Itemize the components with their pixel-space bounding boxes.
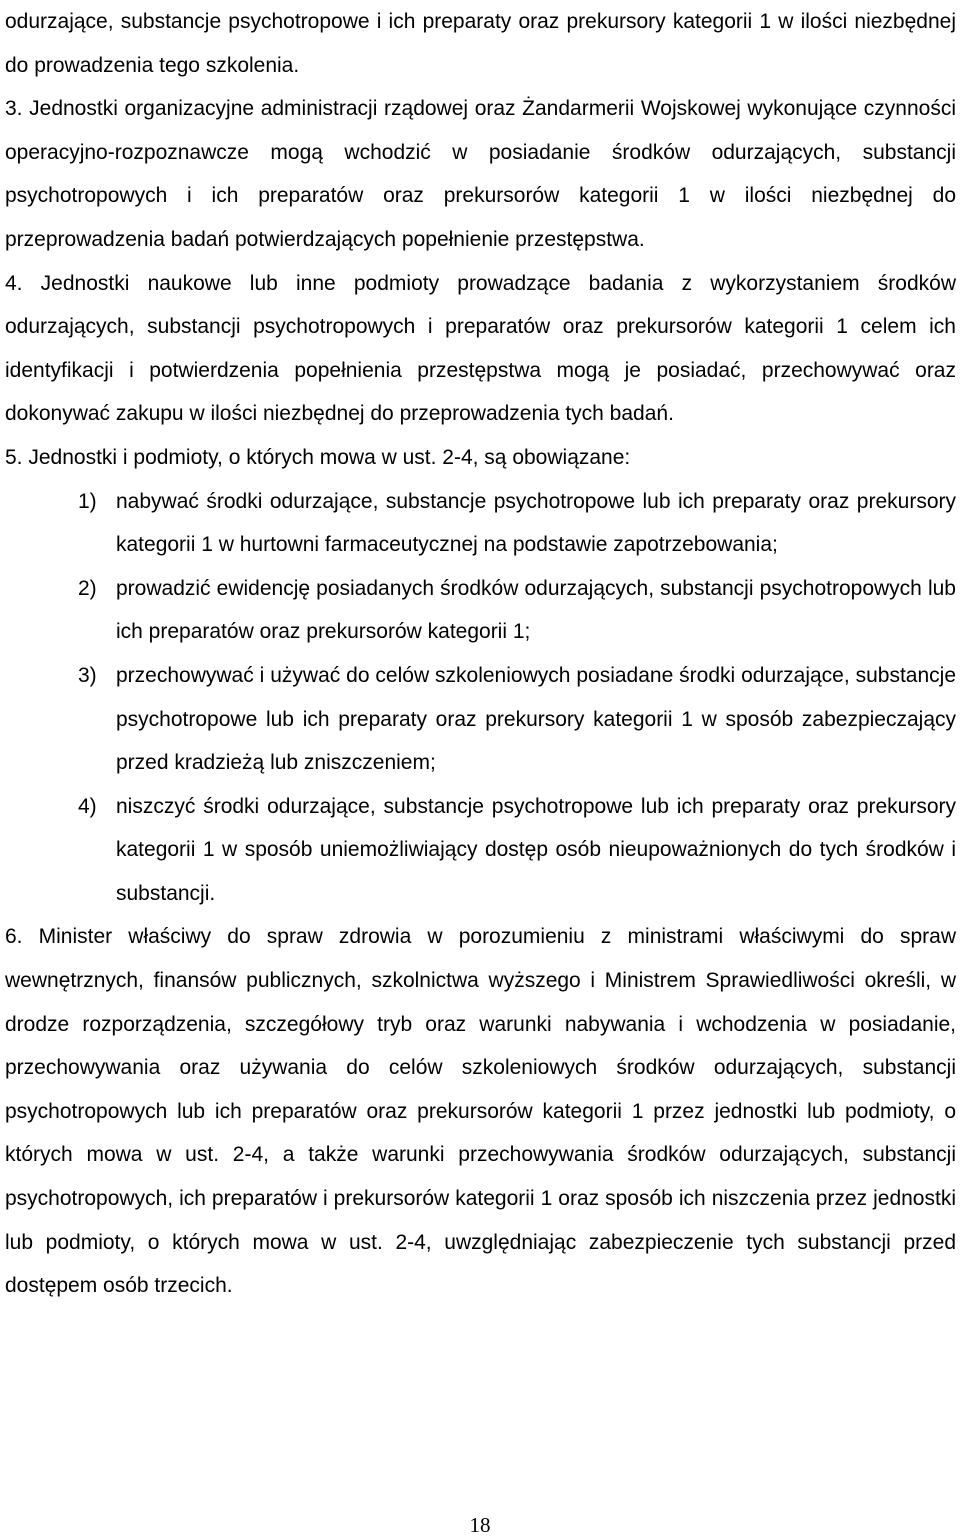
list-item-text: prowadzić ewidencję posiadanych środków odurzających, substancji psychotropowych lub ich preparatów oraz prekursorów kategorii 1; xyxy=(116,576,956,644)
list-item-number: 4) xyxy=(78,794,97,818)
list-item xyxy=(5,785,956,916)
paragraph-6: 6. Minister właściwy do spraw zdrowia w porozumieniu z ministrami właściwymi do spraw wewnętrznych, finansów publicznych, szkolnictwa wyższego i Ministrem Sprawiedliwości określi, w drodze rozporządzenia, szczegółowy tryb oraz warunki nabywania i wchodzenia w posiadanie, przechowywania oraz używania do celów szkoleniowych środków odurzających, substancji psychotropowych lub ich preparatów oraz prekursorów kategorii 1 przez jednostki lub podmioty, o których mowa w ust. 2-4, a także warunki przechowywania środków odurzających, substancji psychotropowych, ich preparatów i prekursorów kategorii 1 oraz sposób ich niszczenia przez jednostki lub podmioty, o których mowa w ust. 2-4, uwzględniając zabezpieczenie tych substancji przed dostępem osób trzecich. xyxy=(5,925,956,1298)
list-item-number: 3) xyxy=(78,663,97,687)
paragraph-5: 5. Jednostki i podmioty, o których mowa w ust. 2-4, są obowiązane: xyxy=(5,445,631,469)
list-item-number: 2) xyxy=(78,576,97,600)
list-item xyxy=(5,654,956,785)
page-number: 18 xyxy=(469,1513,491,1537)
paragraph-4: 4. Jednostki naukowe lub inne podmioty prowadzące badania z wykorzystaniem środków odurzających, substancji psychotropowych i preparatów oraz prekursorów kategorii 1 celem ich identyfikacji i potwierdzenia popełnienia przestępstwa mogą je posiadać, przechowywać oraz dokonywać zakupu w ilości niezbędnej do przeprowadzenia tych badań. xyxy=(5,271,956,426)
paragraph-3: 3. Jednostki organizacyjne administracji rządowej oraz Żandarmerii Wojskowej wykonujące czynności operacyjno-rozpoznawcze mogą wchodzić w posiadanie środków odurzających, substancji psychotropowych i ich preparatów oraz prekursorów kategorii 1 w ilości niezbędnej do przeprowadzenia badań potwierdzających popełnienie przestępstwa. xyxy=(5,97,956,251)
list-item-text: niszczyć środki odurzające, substancje psychotropowe lub ich preparaty oraz prekursory kategorii 1 w sposób uniemożliwiający dostęp osób nieupoważnionych do tych środków i substancji. xyxy=(116,794,956,905)
list-item-number: 1) xyxy=(78,489,97,513)
list-item-text: nabywać środki odurzające, substancje psychotropowe lub ich preparaty oraz prekursory kategorii 1 w hurtowni farmaceutycznej na podstawie zapotrzebowania; xyxy=(116,489,956,557)
paragraph-intro: odurzające, substancje psychotropowe i ich preparaty oraz prekursory kategorii 1 w ilości niezbędnej do prowadzenia tego szkolenia. xyxy=(5,10,956,77)
document-body xyxy=(5,0,956,1308)
list-item-text: przechowywać i używać do celów szkoleniowych posiadane środki odurzające, substancje psychotropowe lub ich preparaty oraz prekursory kategorii 1 w sposób zabezpieczający przed kradzieżą lub zniszczeniem; xyxy=(116,663,956,775)
list-item xyxy=(5,480,956,567)
list-item xyxy=(5,567,956,654)
obligations-list xyxy=(5,480,956,916)
